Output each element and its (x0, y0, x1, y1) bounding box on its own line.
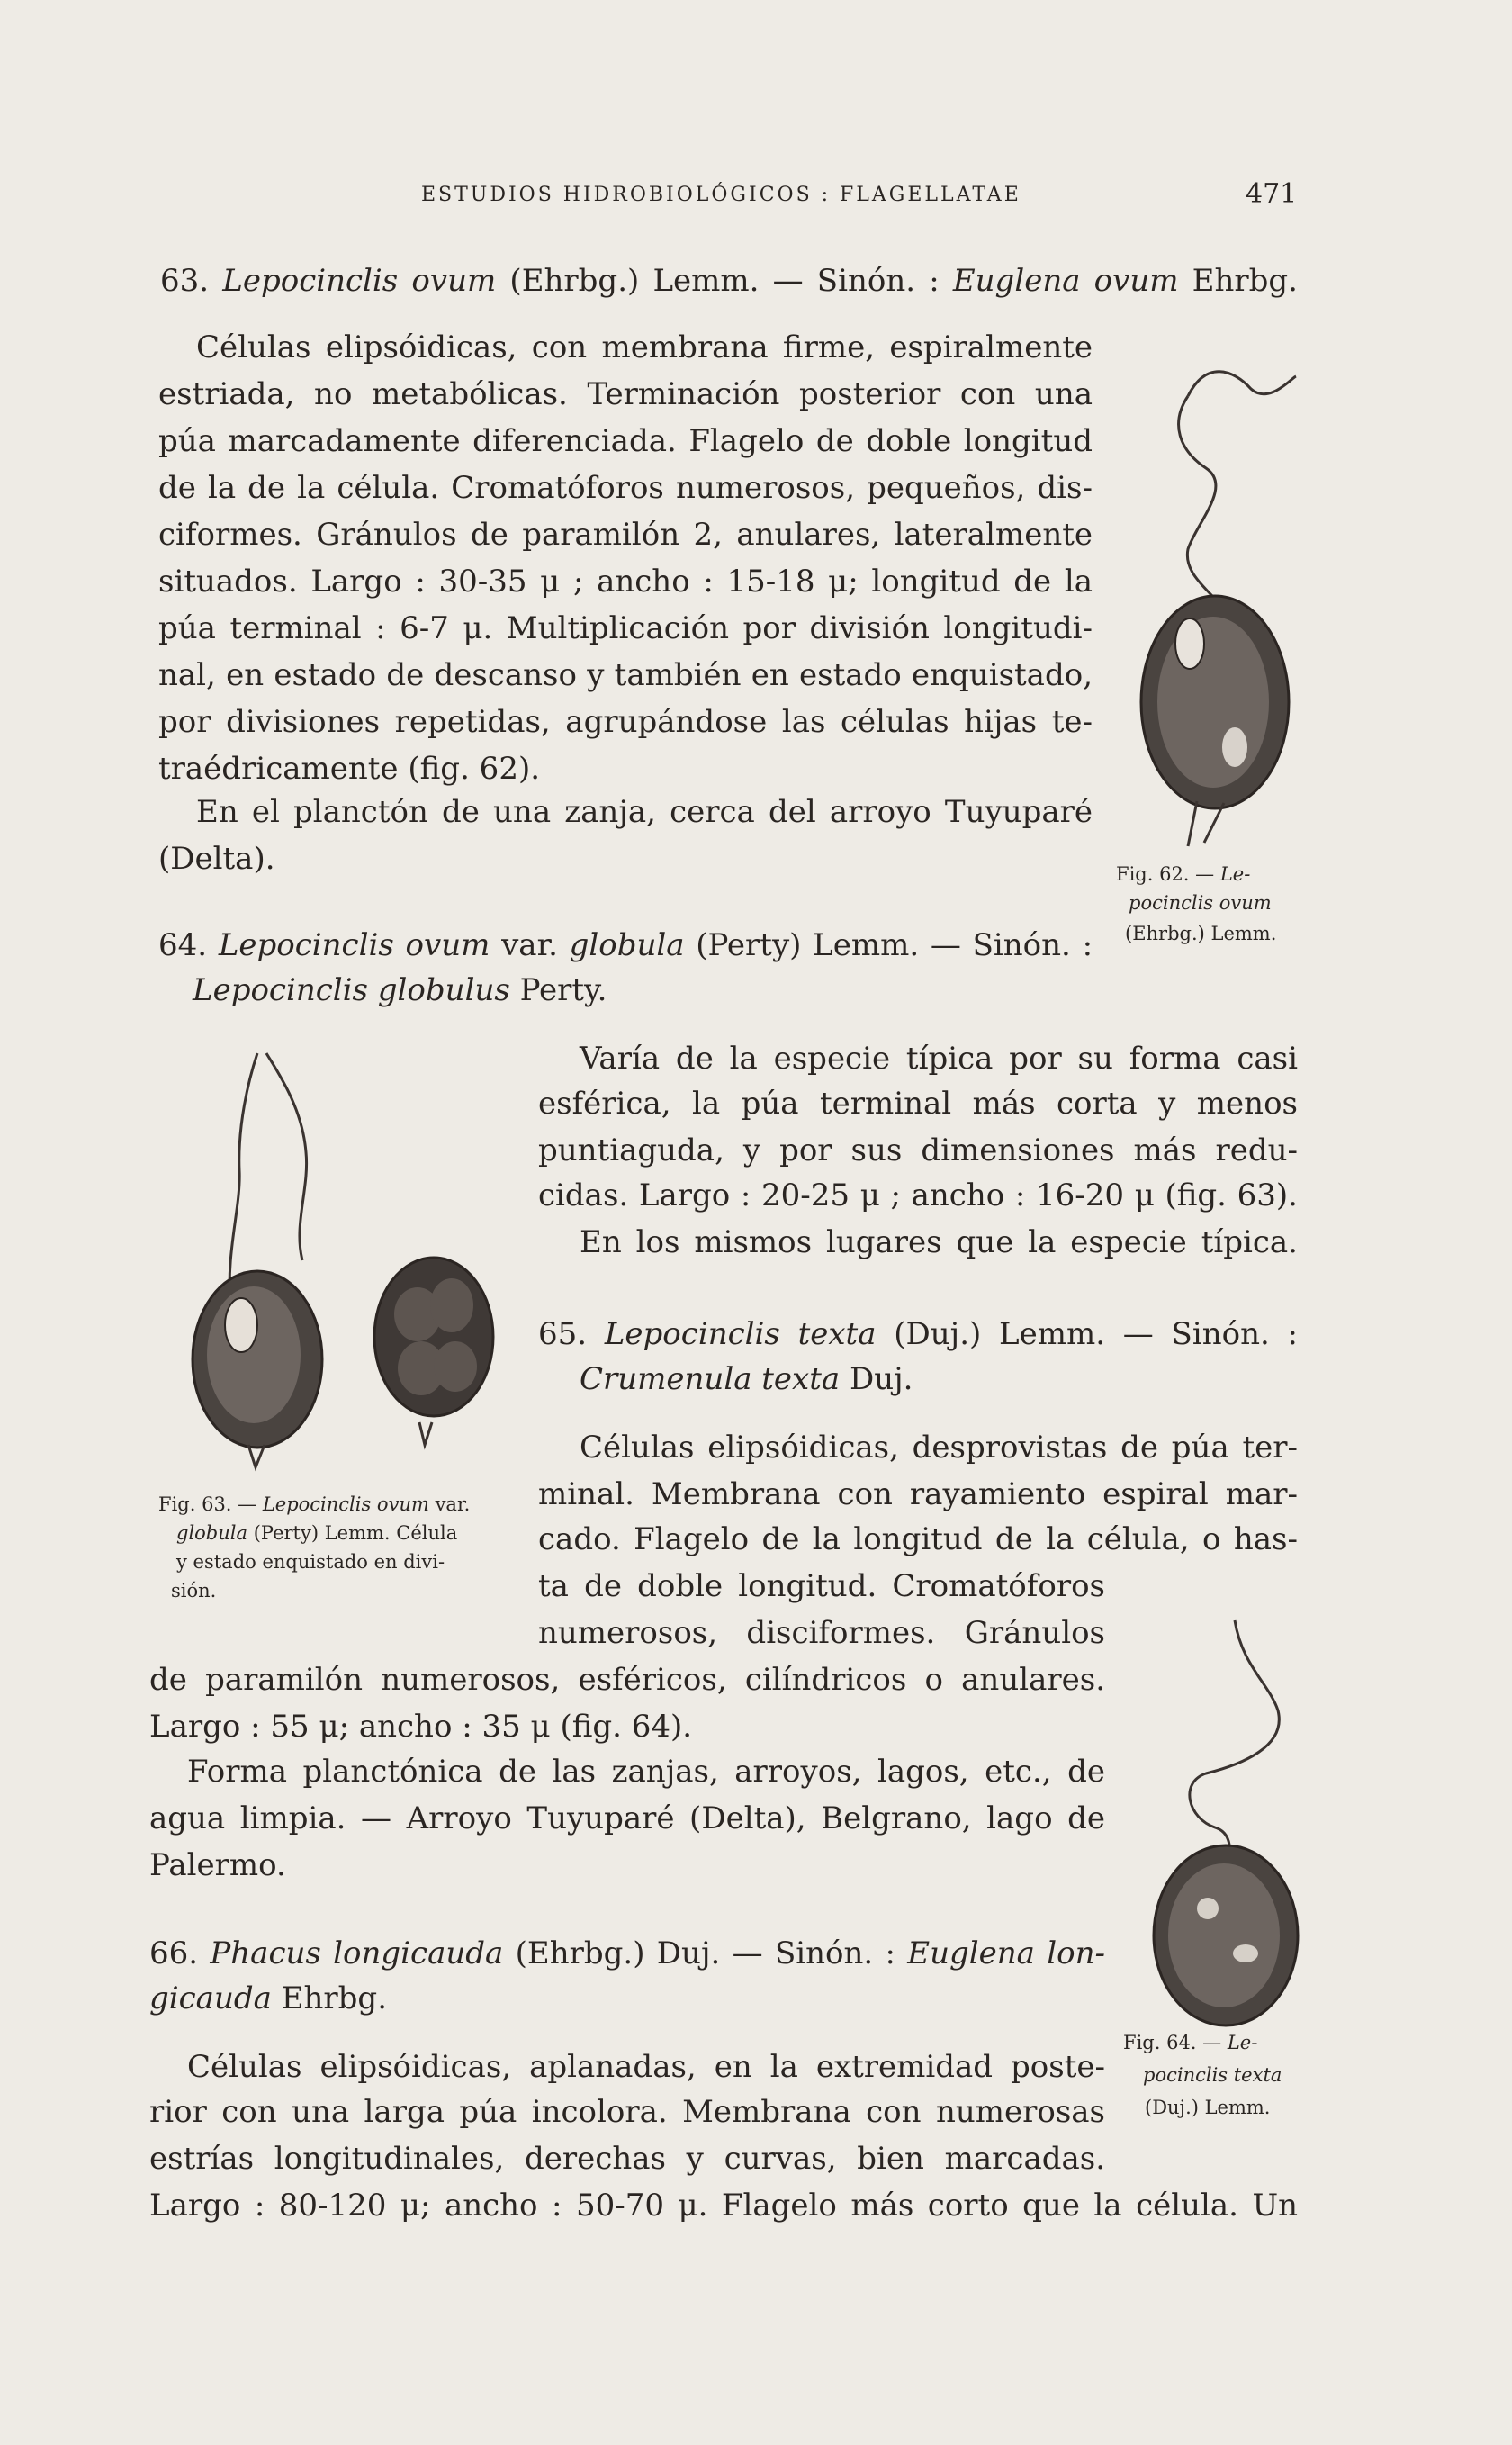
fig-64-illustration (1134, 1611, 1314, 2016)
body-line: estrías longitudinales, derechas y curvas, bien marcadas. (149, 2141, 1105, 2177)
running-title: ESTUDIOS HIDROBIOLÓGICOS : FLAGELLATAE (421, 184, 1022, 206)
body-line: situados. Largo : 30-35 μ ; ancho : 15-18 μ; longitud de la (158, 564, 1093, 600)
section-63-heading: 63. Lepocinclis ovum (Ehrbg.) Lemm. — Sinón. : Euglena ovum Ehrbg. (160, 263, 1298, 299)
caption-line: globula (Perty) Lemm. Célula (176, 1522, 458, 1544)
body-line: Palermo. (149, 1847, 286, 1883)
body-line: cidas. Largo : 20-25 μ ; ancho : 16-20 μ (fig. 63). (538, 1177, 1298, 1213)
body-line: numerosos, disciformes. Gránulos (538, 1615, 1105, 1651)
fig-62-illustration (1134, 342, 1296, 846)
body-line: Forma planctónica de las zanjas, arroyos, lagos, etc., de (187, 1754, 1105, 1790)
body-line: Largo : 55 μ; ancho : 35 μ (fig. 64). (149, 1709, 693, 1745)
body-line: rior con una larga púa incolora. Membrana con numerosas (149, 2094, 1105, 2130)
caption-line: (Ehrbg.) Lemm. (1125, 923, 1277, 944)
body-line: de paramilón numerosos, esféricos, cilíndricos o anulares. (149, 1662, 1105, 1698)
section-64-heading-cont: Lepocinclis globulus Perty. (193, 972, 608, 1008)
body-line: púa terminal : 6-7 μ. Multiplicación por división longitudi- (158, 610, 1093, 646)
section-64-heading: 64. Lepocinclis ovum var. globula (Perty) Lemm. — Sinón. : (158, 927, 1094, 963)
caption-line: Fig. 62. — Le- (1116, 863, 1251, 885)
body-line: nal, en estado de descanso y también en estado enquistado, (158, 657, 1093, 693)
body-line: traédricamente (fig. 62). (158, 751, 541, 787)
caption-line: Fig. 63. — Lepocinclis ovum var. (158, 1493, 471, 1515)
body-line: púa marcadamente diferenciada. Flagelo de doble longitud (158, 423, 1093, 459)
body-line: minal. Membrana con rayamiento espiral mar- (538, 1476, 1298, 1512)
caption-line: Fig. 64. — Le- (1123, 2032, 1258, 2053)
body-line: agua limpia. — Arroyo Tuyuparé (Delta), Belgrano, lago de (149, 1800, 1105, 1836)
section-65-heading: 65. Lepocinclis texta (Duj.) Lemm. — Sinón. : (538, 1316, 1298, 1352)
body-line: ta de doble longitud. Cromatóforos (538, 1568, 1105, 1604)
page-number: 471 (1246, 178, 1298, 210)
body-line: cado. Flagelo de la longitud de la célula, o has- (538, 1521, 1298, 1557)
caption-line: pocinclis texta (1143, 2064, 1282, 2086)
section-66-heading: 66. Phacus longicauda (Ehrbg.) Duj. — Sinón. : Euglena lon- (149, 1935, 1105, 1971)
caption-line: sión. (171, 1580, 217, 1601)
caption-line: y estado enquistado en divi- (176, 1551, 446, 1573)
body-line: En el planctón de una zanja, cerca del arroyo Tuyuparé (196, 794, 1093, 830)
body-line: Células elipsóidicas, desprovistas de púa ter- (580, 1430, 1298, 1466)
fig-63-illustration (158, 1044, 500, 1494)
section-65-heading-cont: Crumenula texta Duj. (580, 1361, 914, 1397)
caption-line: (Duj.) Lemm. (1145, 2097, 1271, 2118)
body-line: estriada, no metabólicas. Terminación posterior con una (158, 376, 1093, 412)
body-line: En los mismos lugares que la especie típica. (580, 1224, 1298, 1260)
body-line: esférica, la púa terminal más corta y menos (538, 1086, 1298, 1122)
body-line: puntiaguda, y por sus dimensiones más redu- (538, 1132, 1298, 1168)
body-line: por divisiones repetidas, agrupándose las células hijas te- (158, 704, 1093, 740)
body-line: Varía de la especie típica por su forma casi (580, 1041, 1298, 1077)
body-line: Largo : 80-120 μ; ancho : 50-70 μ. Flagelo más corto que la célula. Un (149, 2188, 1298, 2224)
body-line: ciformes. Gránulos de paramilón 2, anulares, lateralmente (158, 517, 1093, 553)
body-line: Células elipsóidicas, con membrana firme, espiralmente (196, 329, 1093, 365)
body-line: de la de la célula. Cromatóforos numerosos, pequeños, dis- (158, 470, 1093, 506)
body-line: Células elipsóidicas, aplanadas, en la extremidad poste- (187, 2049, 1105, 2085)
caption-line: pocinclis ovum (1129, 892, 1272, 914)
body-line: (Delta). (158, 841, 275, 877)
section-66-heading-cont: gicauda Ehrbg. (149, 1980, 388, 2016)
